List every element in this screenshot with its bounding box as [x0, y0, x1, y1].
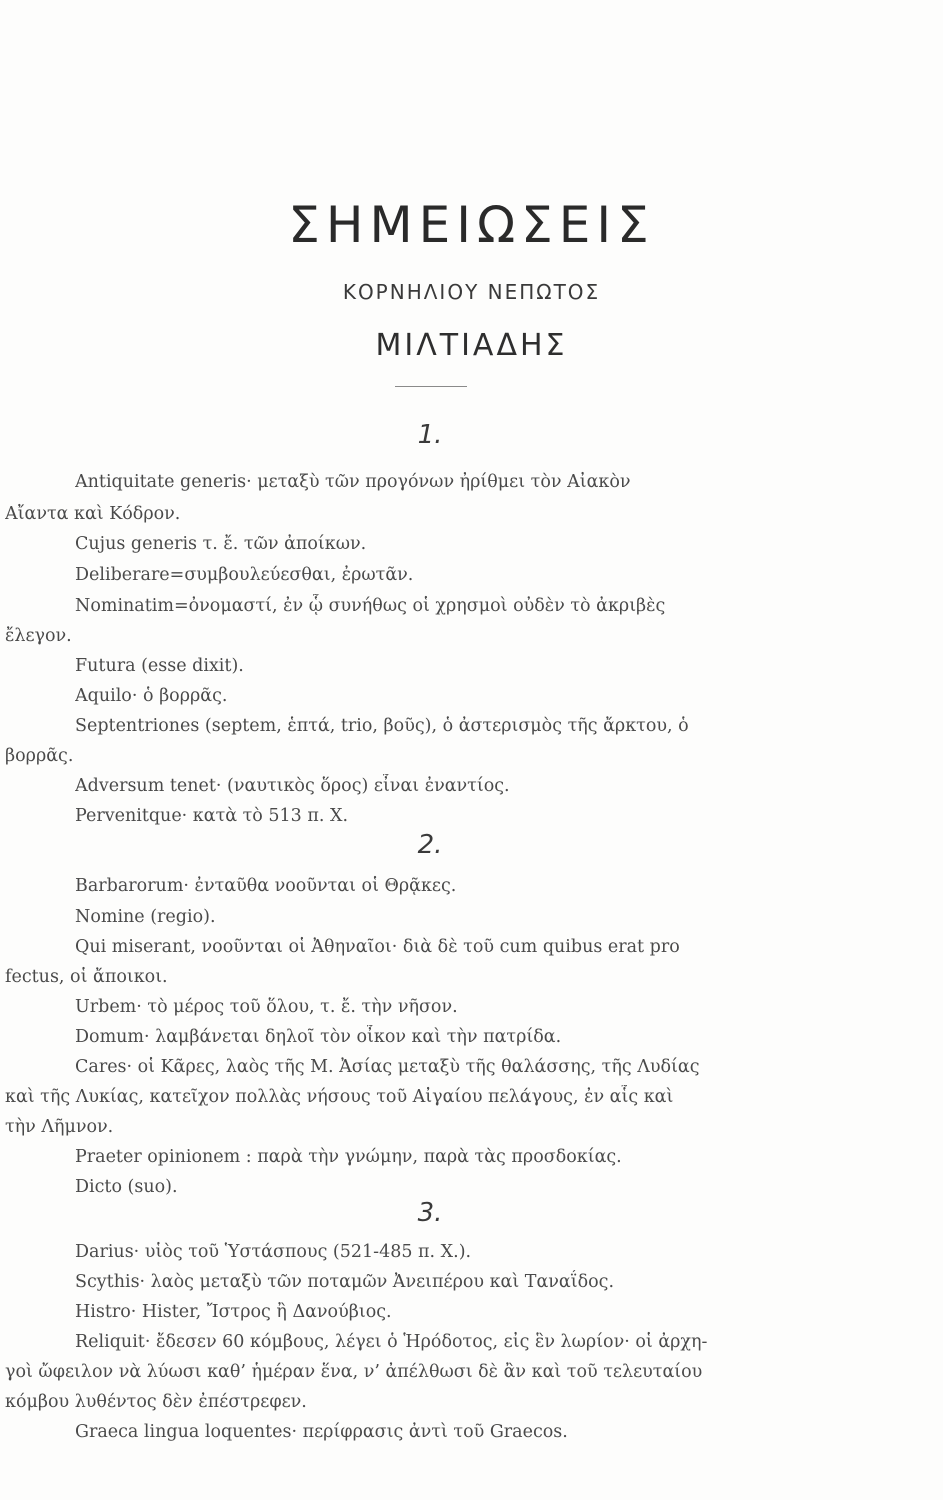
note-line: Nominatim=ὀνομαστί, ἐν ᾧ συνήθως οἱ χρησμοὶ οὐδὲν τὸ ἀκριβὲς: [75, 596, 666, 616]
note-line: γοὶ ὤφειλον νὰ λύωσι καθ’ ἡμέραν ἕνα, ν’ ἀπέλθωσι δὲ ἂν καὶ τοῦ τελευταίου: [5, 1362, 703, 1382]
note-line: Cujus generis τ. ἔ. τῶν ἀποίκων.: [75, 534, 367, 554]
note-line: Praeter opinionem : παρὰ τὴν γνώμην, παρὰ τὰς προσδοκίας.: [75, 1147, 622, 1167]
note-line: Qui miserant, νοοῦνται οἱ Ἀθηναῖοι· διὰ δὲ τοῦ cum quibus erat pro: [75, 937, 680, 957]
note-line: Histro· Hister, Ἴστρος ἢ Δανούβιος.: [75, 1302, 392, 1322]
note-line: κόμβου λυθέντος δὲν ἐπέστρεφεν.: [5, 1392, 307, 1412]
note-line: Darius· υἱὸς τοῦ Ὑστάσπους (521-485 π. Χ.).: [75, 1242, 472, 1262]
note-line: Dicto (suo).: [75, 1177, 178, 1197]
note-line: ἔλεγον.: [5, 626, 72, 646]
note-line: Graeca lingua loquentes· περίφρασις ἀντὶ τοῦ Graecos.: [75, 1422, 568, 1442]
note-line: Αἴαντα καὶ Κόδρον.: [5, 504, 181, 524]
title-divider: [395, 386, 467, 387]
note-line: τὴν Λῆμνον.: [5, 1117, 114, 1137]
note-line: Pervenitque· κατὰ τὸ 513 π. Χ.: [75, 806, 349, 826]
note-line: Reliquit· ἔδεσεν 60 κόμβους, λέγει ὁ Ἡρόδοτος, εἰς ἓν λωρίον· οἱ ἀρχη-: [75, 1332, 708, 1352]
work-title: ΜΙΛΤΙΑΔΗΣ: [375, 328, 568, 363]
note-line: Septentriones (septem, ἑπτά, trio, βοῦς), ὁ ἀστερισμὸς τῆς ἄρκτου, ὁ: [75, 716, 689, 736]
author-heading: ΚΟΡΝΗΛΙΟΥ ΝΕΠΩΤΟΣ: [342, 280, 601, 304]
note-line: fectus, οἱ ἄποικοι.: [5, 967, 168, 987]
note-line: Antiquitate generis· μεταξὺ τῶν προγόνων ἠρίθμει τὸν Αἰακὸν: [75, 472, 631, 492]
section-number-1: 1.: [417, 420, 443, 450]
page-title: ΣΗΜΕΙΩΣΕΙΣ: [288, 196, 655, 254]
note-line: Urbem· τὸ μέρος τοῦ ὅλου, τ. ἔ. τὴν νῆσον.: [75, 997, 458, 1017]
note-line: βορρᾶς.: [5, 746, 74, 766]
note-line: Nomine (regio).: [75, 907, 216, 927]
note-line: καὶ τῆς Λυκίας, κατεῖχον πολλὰς νήσους τοῦ Αἰγαίου πελάγους, ἐν αἷς καὶ: [5, 1087, 674, 1107]
note-line: Domum· λαμβάνεται δηλοῖ τὸν οἶκον καὶ τὴν πατρίδα.: [75, 1027, 562, 1047]
section-number-2: 2.: [417, 830, 443, 860]
section-number-3: 3.: [417, 1198, 443, 1228]
note-line: Aquilo· ὁ βορρᾶς.: [75, 686, 228, 706]
note-line: Futura (esse dixit).: [75, 656, 244, 676]
note-line: Deliberare=συμβουλεύεσθαι, ἐρωτᾶν.: [75, 565, 414, 585]
note-line: Scythis· λαὸς μεταξὺ τῶν ποταμῶν Ἀνειπέρου καὶ Ταναΐδος.: [75, 1272, 615, 1292]
note-line: Cares· οἱ Κᾶρες, λαὸς τῆς Μ. Ἀσίας μεταξὺ τῆς θαλάσσης, τῆς Λυδίας: [75, 1057, 700, 1077]
note-line: Adversum tenet· (ναυτικὸς ὅρος) εἶναι ἐναντίος.: [75, 776, 510, 796]
note-line: Barbarorum· ἐνταῦθα νοοῦνται οἱ Θρᾷκες.: [75, 876, 457, 896]
